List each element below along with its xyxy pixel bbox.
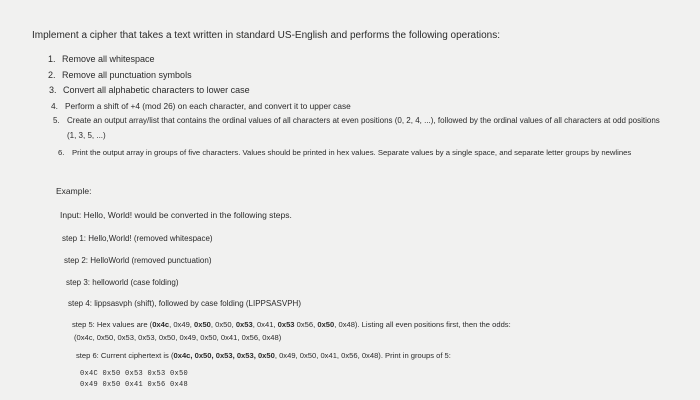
hex-value: 0x53: [235, 320, 253, 329]
step-5-suffix: , 0x48). Listing all even positions first, then the odds:: [334, 320, 511, 329]
list-text: Perform a shift of +4 (mod 26) on each character, and convert it to upper case: [65, 100, 351, 111]
list-number: 3.: [49, 85, 57, 95]
step-3: step 3: helloworld (case folding): [66, 278, 179, 287]
example-label: Example:: [56, 186, 92, 196]
list-text: Remove all punctuation symbols: [62, 69, 192, 80]
step-2: step 2: HelloWorld (removed punctuation): [64, 256, 212, 265]
list-number: 4.: [51, 100, 58, 111]
list-item: [53, 114, 667, 143]
step-5-line-2: (0x4c, 0x50, 0x53, 0x53, 0x50, 0x49, 0x50, 0x41, 0x56, 0x48): [74, 333, 282, 342]
list-text: Convert all alphabetic characters to lower case: [63, 85, 250, 95]
list-item: [51, 99, 667, 115]
intro-text: Implement a cipher that takes a text written in standard US-English and performs the following operations:: [32, 30, 501, 41]
output-line: 0x49 0x50 0x41 0x56 0x48: [80, 381, 189, 389]
list-number: 5.: [53, 116, 60, 125]
step-4: step 4: lippsasvph (shift), followed by case folding (LIPPSASVPH): [68, 299, 301, 308]
hex-value: 0x50: [317, 320, 335, 329]
input-line: Input: Hello, World! would be converted in the following steps.: [60, 210, 292, 220]
step-6-prefix: step 6: Current ciphertext is (: [76, 351, 174, 360]
step-5-text: 0x56,: [294, 320, 318, 329]
hex-value: 0x4c: [152, 320, 170, 329]
list-item: [58, 146, 667, 160]
list-text: Remove all whitespace: [62, 54, 155, 64]
list-text: Print the output array in groups of five characters. Values should be printed in hex values. Separate values by a single space, and separate letter groups by newlines: [72, 148, 632, 157]
list-item: [49, 83, 667, 99]
list-item: [48, 52, 667, 68]
step-5-text: , 0x41,: [252, 320, 278, 329]
step-5: [72, 320, 511, 329]
step-6: [76, 351, 451, 360]
step-5-text: , 0x49,: [169, 320, 195, 329]
list-item: [48, 68, 667, 84]
list-number: 2.: [48, 69, 56, 80]
step-1: step 1: Hello,World! (removed whitespace): [62, 234, 213, 243]
step-6-suffix: , 0x49, 0x50, 0x41, 0x56, 0x48). Print in groups of 5:: [274, 351, 451, 360]
hex-value: 0x53: [277, 320, 295, 329]
step-5-prefix: step 5: Hex values are (: [72, 320, 153, 329]
list-number: 6.: [58, 148, 65, 157]
hex-value: 0x50: [194, 320, 211, 329]
operations-list: [48, 52, 667, 160]
output-line: 0x4C 0x50 0x53 0x53 0x50: [80, 370, 189, 378]
list-number: 1.: [48, 54, 56, 64]
list-text: Create an output array/list that contains the ordinal values of all characters at even positions (0, 2, 4, ...), followed by the ordinal values of all characters at odd positions (1, 3, 5, ...): [67, 116, 660, 140]
hex-values-bold: 0x4c, 0x50, 0x53, 0x53, 0x50: [173, 351, 275, 360]
step-5-text: , 0x50,: [210, 320, 236, 329]
